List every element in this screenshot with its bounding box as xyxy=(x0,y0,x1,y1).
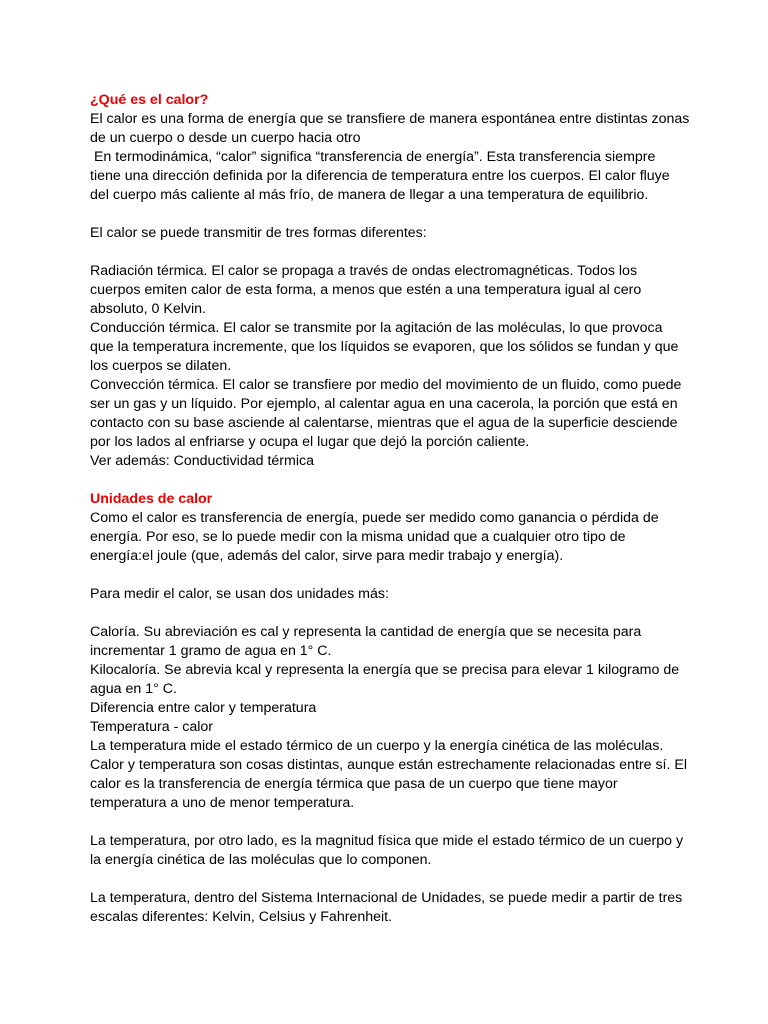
paragraph-magnitud-fisica: La temperatura, por otro lado, es la magnitud física que mide el estado térmico de un cuerpo y la energía cinética de las moléculas que lo componen. xyxy=(90,833,688,868)
spacer xyxy=(90,566,690,585)
heading-unidades-de-calor: Unidades de calor xyxy=(90,491,213,507)
document-page xyxy=(90,91,694,927)
spacer xyxy=(90,813,690,832)
paragraph-escalas: La temperatura, dentro del Sistema Internacional de Unidades, se puede medir a partir de tres escalas diferentes: Kelvin, Celsius y Fahrenheit. xyxy=(90,890,687,925)
paragraph-temperatura-mide: La temperatura mide el estado térmico de un cuerpo y la energía cinética de las moléculas. xyxy=(90,738,664,754)
spacer xyxy=(90,243,690,262)
paragraph-ver-ademas: Ver además: Conductividad térmica xyxy=(90,453,314,469)
spacer xyxy=(90,471,690,490)
paragraph-diferencia-titulo: Diferencia entre calor y temperatura xyxy=(90,700,317,716)
paragraph-medicion-joule: Como el calor es transferencia de energía, puede ser medido como ganancia o pérdida de energía. Por eso, se lo puede medir con la misma unidad que a cualquier otro tipo de energía:el joule (que, además del calor, sirve para medir trabajo y energía). xyxy=(90,510,663,564)
spacer xyxy=(90,604,690,623)
paragraph-conduccion: Conducción térmica. El calor se transmite por la agitación de las moléculas, lo que provoca que la temperatura incremente, que los líquidos se evaporen, que los sólidos se fundan y que los cuerpos se dilaten. xyxy=(90,320,683,374)
paragraph-caloria: Caloría. Su abreviación es cal y representa la cantidad de energía que se necesita para incrementar 1 gramo de agua en 1° C. xyxy=(90,624,646,659)
paragraph-temperatura-calor: Temperatura - calor xyxy=(90,719,214,735)
spacer xyxy=(90,870,690,889)
paragraph-conveccion: Convección térmica. El calor se transfiere por medio del movimiento de un fluido, como puede ser un gas y un líquido. Por ejemplo, al calentar agua en una cacerola, la porción que está en contacto con su base asciende al calentarse, mientras que el agua de la superficie desciende por los lados al enfriarse y ocupa el lugar que dejó la porción caliente. xyxy=(90,377,686,450)
paragraph-formas-transmision: El calor se puede transmitir de tres formas diferentes: xyxy=(90,225,427,241)
paragraph-calor-y-temperatura: Calor y temperatura son cosas distintas, aunque están estrechamente relacionadas entre sí. El calor es la transferencia de energía térmica que pasa de un cuerpo que tiene mayor temperatura a uno de menor temperatura. xyxy=(90,757,691,811)
paragraph-termodinamica: En termodinámica, “calor” significa “transferencia de energía”. Esta transferencia siempre tiene una dirección definida por la diferencia de temperatura entre los cuerpos. El calor fluye del cuerpo más caliente al más frío, de manera de llegar a una temperatura de equilibrio. xyxy=(90,149,674,203)
paragraph-kilocaloria: Kilocaloría. Se abrevia kcal y representa la energía que se precisa para elevar 1 kilogramo de agua en 1° C. xyxy=(90,662,684,697)
spacer xyxy=(90,205,690,224)
heading-que-es-el-calor: ¿Qué es el calor? xyxy=(90,92,209,108)
paragraph-dos-unidades: Para medir el calor, se usan dos unidades más: xyxy=(90,586,389,602)
paragraph-definicion: El calor es una forma de energía que se transfiere de manera espontánea entre distintas zonas de un cuerpo o desde un cuerpo hacia otro xyxy=(90,111,694,146)
paragraph-radiacion: Radiación térmica. El calor se propaga a través de ondas electromagnéticas. Todos los cuerpos emiten calor de esta forma, a menos que estén a una temperatura igual al cero absoluto, 0 Kelvin. xyxy=(90,263,646,317)
